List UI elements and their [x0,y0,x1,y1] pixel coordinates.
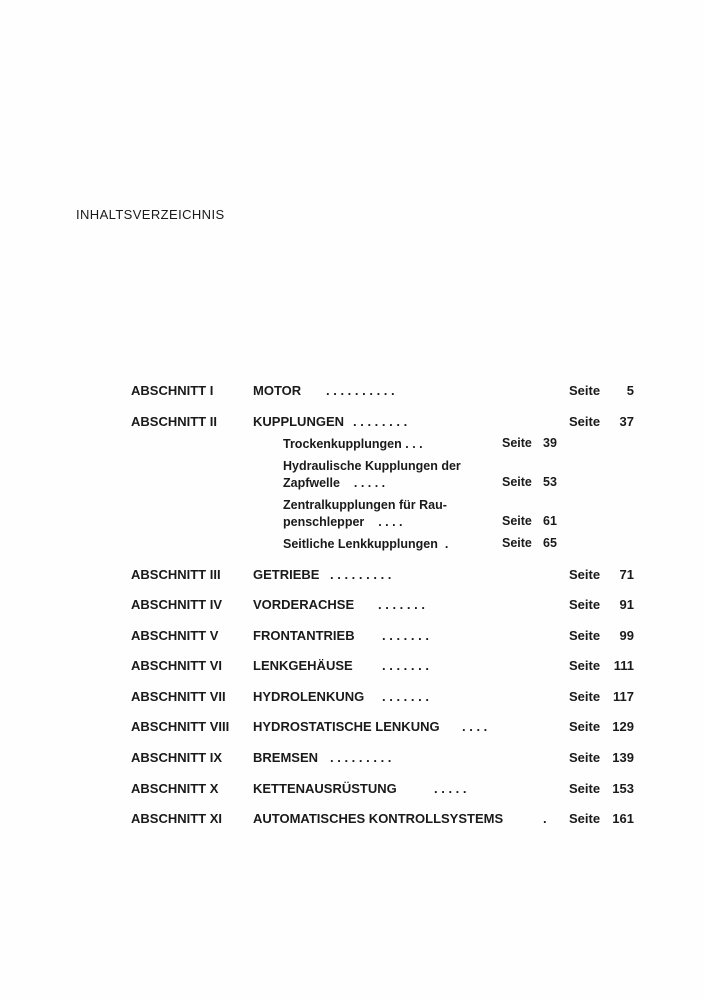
page-number: 37 [619,414,634,429]
subentry-title-cont: penschlepper [283,515,365,529]
toc-subentry [283,436,557,453]
section-title: HYDROSTATISCHE LENKUNG [253,719,440,734]
page-number: 91 [619,597,634,612]
leader-dots: . . . . . . . [382,658,429,673]
subentry-title: Trockenkupplungen [283,437,402,451]
section-title: KETTENAUSRÜSTUNG [253,781,397,796]
seite-label: Seite [502,514,532,528]
toc-subentry [283,497,557,531]
leader-dots: . . . [405,437,423,451]
page-number: 53 [543,475,557,489]
page-number: 161 [612,811,634,826]
section-title: GETRIEBE [253,567,320,582]
subentry-title: Seitliche Lenkkupplungen [283,537,438,551]
section-number: ABSCHNITT VIII [131,719,230,734]
seite-label: Seite [502,436,532,450]
seite-label: Seite [569,750,601,765]
page-number: 117 [613,689,634,704]
seite-label: Seite [569,689,601,704]
toc-subentry [283,536,557,553]
leader-dots: . . . . . . . . [353,414,408,429]
seite-label: Seite [569,719,601,734]
seite-label: Seite [569,811,601,826]
page-number: 129 [612,719,634,734]
page-number: 99 [619,628,634,643]
page-number: 153 [612,781,634,796]
toc-subentry [283,458,557,492]
subentry-title: Hydraulische Kupplungen der [283,459,461,473]
page-number: 5 [626,383,634,398]
seite-label: Seite [569,628,601,643]
page-number: 139 [612,750,634,765]
seite-label: Seite [569,781,601,796]
subentry-title-cont: Zapfwelle [283,476,340,490]
leader-dots: . . . . [378,515,403,529]
section-number: ABSCHNITT VI [131,658,222,673]
seite-label: Seite [569,597,601,612]
leader-dots: . . . . . . . . . [330,567,392,582]
section-title: LENKGEHÄUSE [253,658,353,673]
page-number: 39 [543,436,557,450]
seite-label: Seite [569,658,601,673]
section-title: KUPPLUNGEN [253,414,345,429]
leader-dots: . . . . . [353,476,386,490]
section-number: ABSCHNITT I [131,383,214,398]
leader-dots: . . . . . . . [382,689,429,704]
seite-label: Seite [569,414,601,429]
leader-dots: . . . . . . . . . . [326,383,395,398]
leader-dots: . . . . . . . [378,597,425,612]
section-title: HYDROLENKUNG [253,689,365,704]
section-title: MOTOR [253,383,302,398]
page-number: 111 [613,658,634,673]
section-title: AUTOMATISCHES KONTROLLSYSTEMS [253,811,504,826]
section-number: ABSCHNITT II [131,414,217,429]
leader-dots: . . . . . . . [382,628,429,643]
page-number: 61 [543,514,557,528]
subentry-title: Zentralkupplungen für Rau- [283,498,447,512]
section-number: ABSCHNITT XI [131,811,222,826]
leader-dots: . [444,537,449,551]
leader-dots: . [543,811,547,826]
section-number: ABSCHNITT IV [131,597,222,612]
seite-label: Seite [502,536,532,550]
page-number: 65 [543,536,557,550]
leader-dots: . . . . . . . . . [330,750,392,765]
section-title: FRONTANTRIEB [253,628,355,643]
section-number: ABSCHNITT IX [131,750,222,765]
seite-label: Seite [502,475,532,489]
page-number: 71 [619,567,634,582]
section-title: BREMSEN [253,750,319,765]
seite-label: Seite [569,567,601,582]
leader-dots: . . . . . [434,781,467,796]
seite-label: Seite [569,383,601,398]
leader-dots: . . . . [462,719,488,734]
section-number: ABSCHNITT VII [131,689,226,704]
section-number: ABSCHNITT V [131,628,219,643]
section-number: ABSCHNITT III [131,567,221,582]
section-title: VORDERACHSE [253,597,355,612]
section-number: ABSCHNITT X [131,781,219,796]
page-title: INHALTSVERZEICHNIS [76,207,225,222]
